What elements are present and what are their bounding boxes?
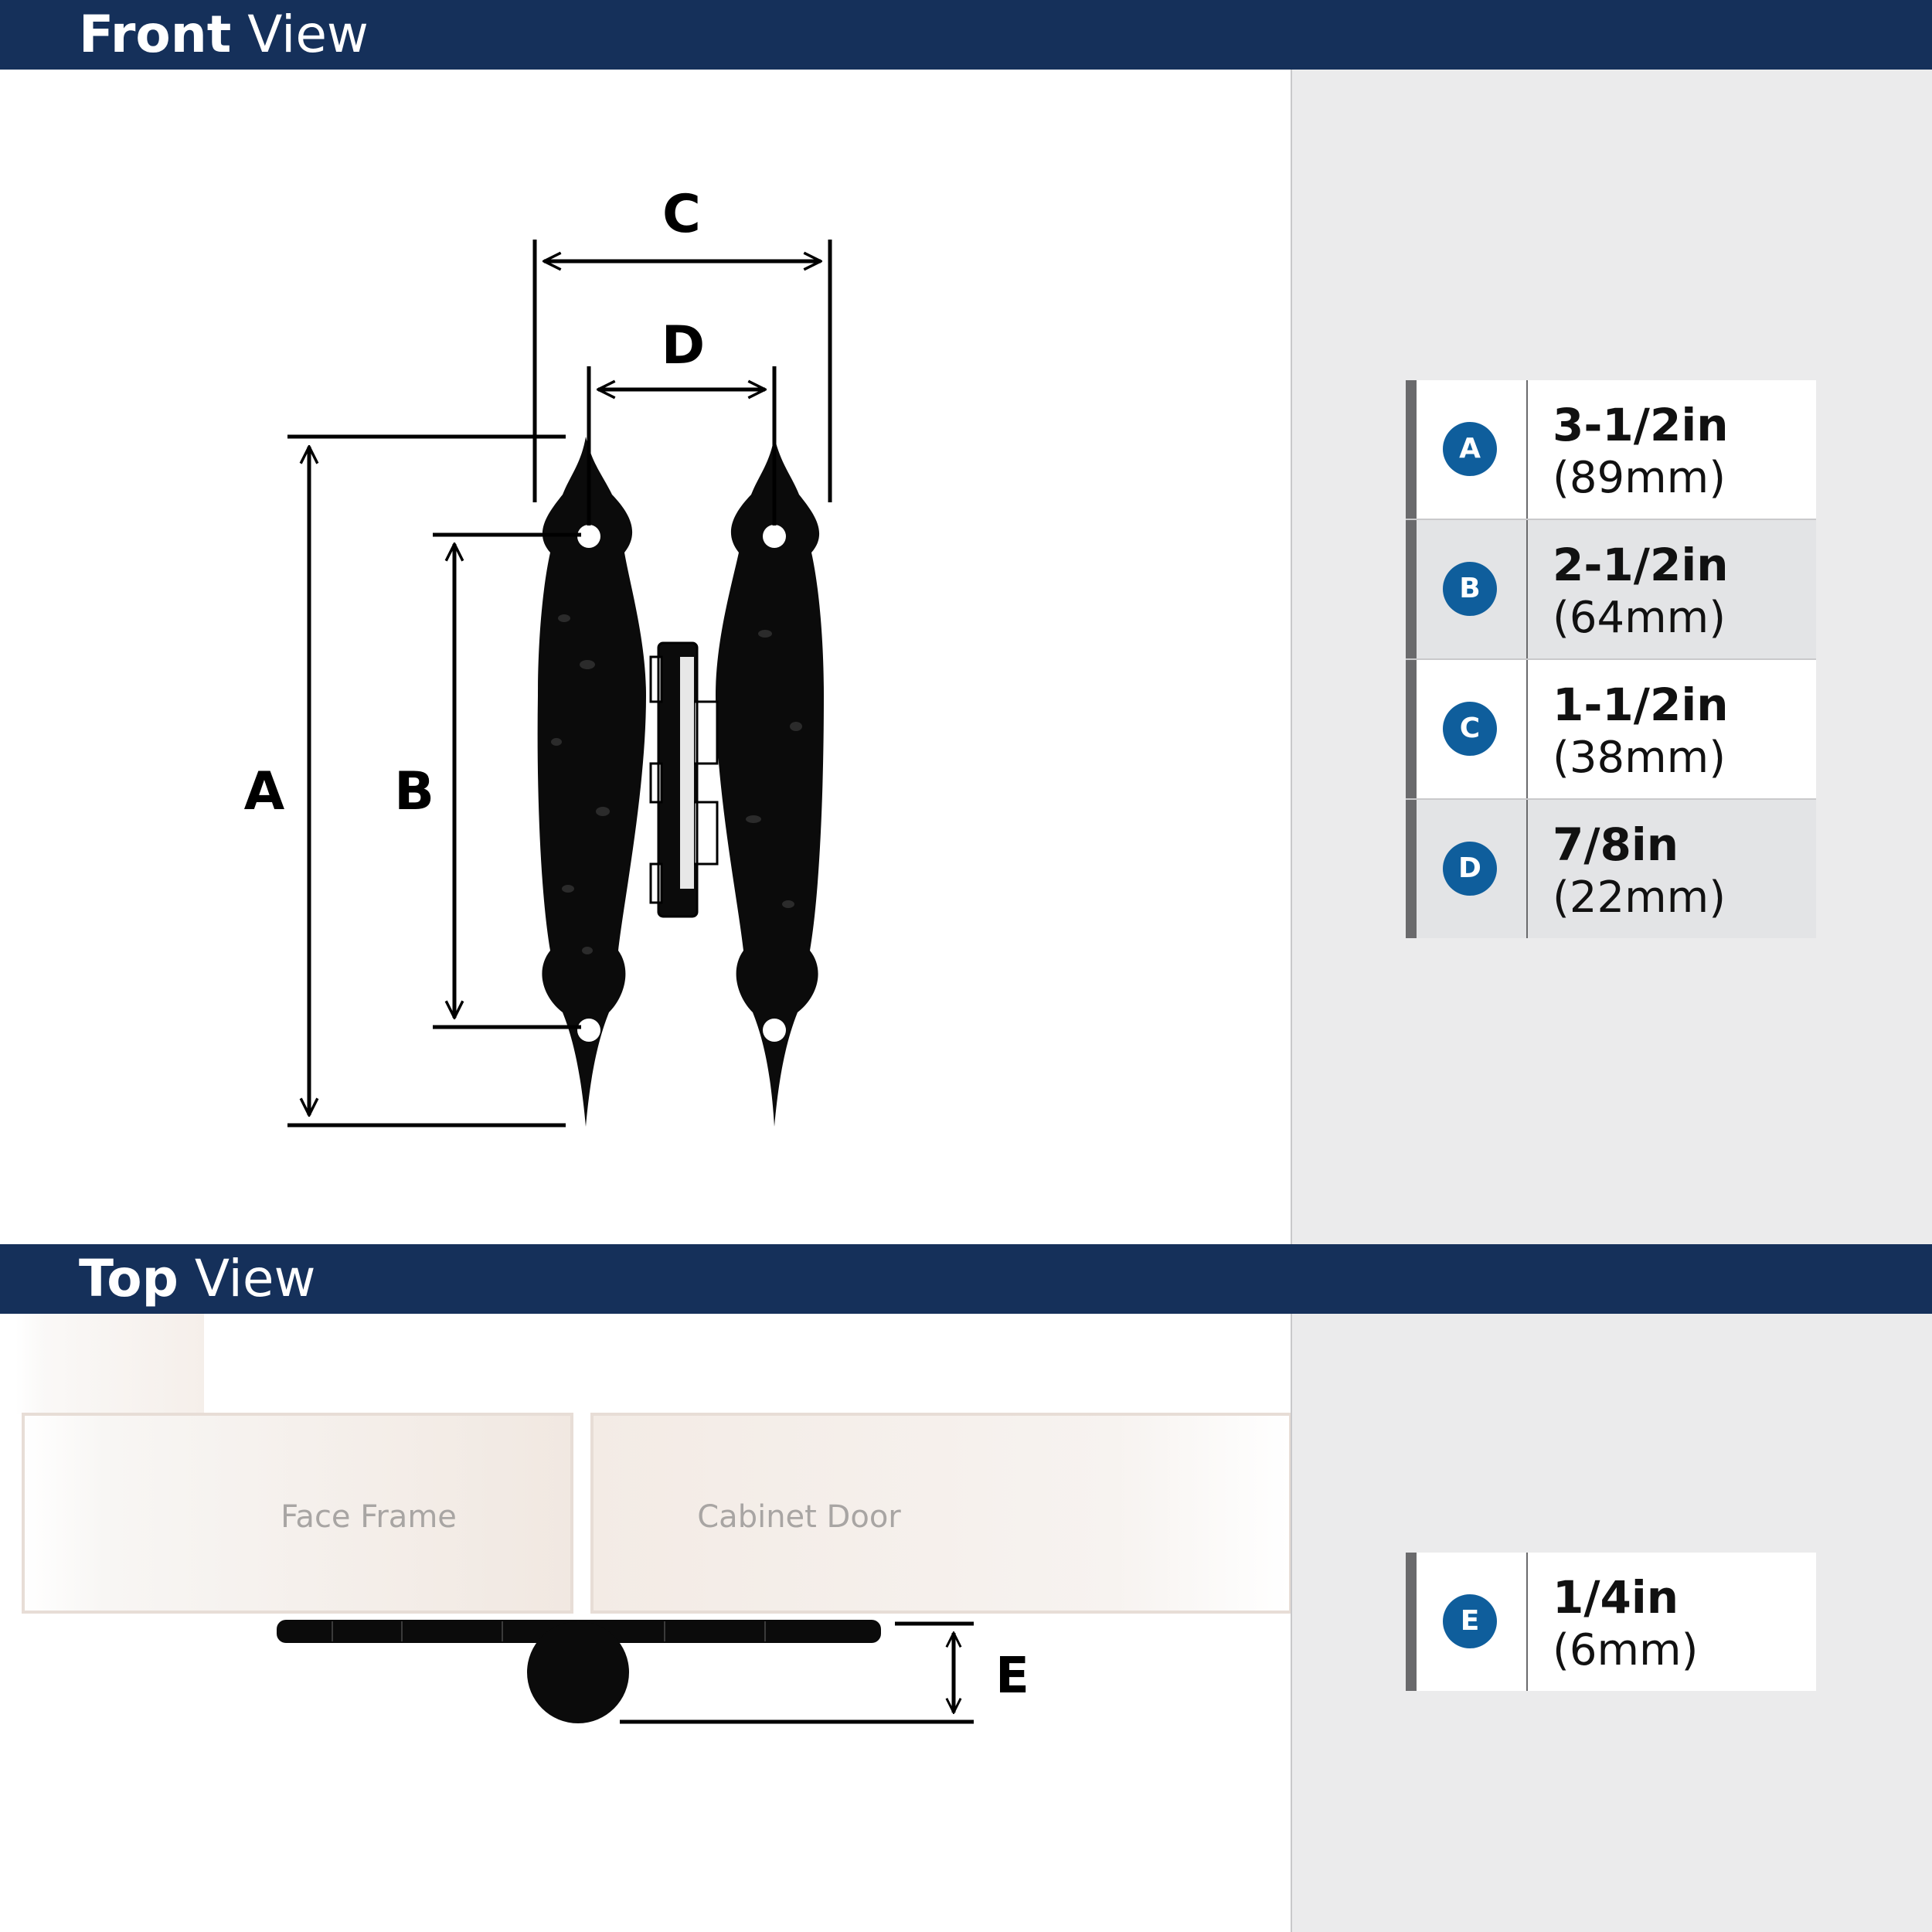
hinge-right-leaf (716, 437, 824, 1127)
dimension-b-imperial: 2-1/2in (1553, 539, 1729, 591)
label-e: E (995, 1648, 1029, 1705)
hinge-knuckles (651, 643, 717, 917)
face-frame-label: Face Frame (281, 1499, 457, 1535)
front-view-diagram (0, 70, 1291, 1244)
dimension-badge-b: B (1443, 562, 1497, 616)
dimension-badge-e: E (1443, 1594, 1497, 1648)
front-view-title: Front View (79, 5, 369, 64)
top-view-diagram (0, 1314, 1291, 1932)
front-dimensions-table (1406, 380, 1816, 938)
label-d: D (661, 315, 706, 376)
dimension-e-imperial: 1/4in (1553, 1571, 1679, 1624)
dimension-row-c (1406, 660, 1816, 800)
cabinet-door-label: Cabinet Door (697, 1499, 901, 1535)
dimension-badge-d: D (1443, 842, 1497, 896)
dimension-row-a (1406, 380, 1816, 520)
top-dimensions-table (1406, 1553, 1816, 1691)
dimension-a-metric: (89mm) (1553, 453, 1726, 503)
top-view-title: Top View (79, 1249, 316, 1308)
dimension-d-imperial: 7/8in (1553, 818, 1679, 871)
dimension-badge-a: A (1443, 422, 1497, 476)
label-b: B (394, 761, 434, 822)
dimension-a-imperial: 3-1/2in (1553, 399, 1729, 451)
label-a: A (243, 761, 285, 822)
dimension-row-b (1406, 520, 1816, 660)
dimension-row-d (1406, 800, 1816, 938)
dimension-e-metric: (6mm) (1553, 1625, 1699, 1675)
screw-hole-top-right (763, 525, 786, 548)
label-c: C (662, 184, 701, 245)
hinge-left-leaf (538, 437, 646, 1127)
dimension-b-metric: (64mm) (1553, 593, 1726, 643)
dimension-c-imperial: 1-1/2in (1553, 679, 1729, 731)
screw-hole-bottom-right (763, 1019, 786, 1042)
dimension-row-e (1406, 1553, 1816, 1691)
dimension-badge-c: C (1443, 702, 1497, 756)
cabinet-side-shadow (15, 1314, 204, 1414)
hinge-barrel-profile (527, 1621, 629, 1723)
front-view-header (0, 0, 1932, 70)
dimension-c-metric: (38mm) (1553, 733, 1726, 783)
top-view-header (0, 1244, 1932, 1314)
screw-hole-bottom-left (577, 1019, 600, 1042)
dimension-d-metric: (22mm) (1553, 872, 1726, 923)
